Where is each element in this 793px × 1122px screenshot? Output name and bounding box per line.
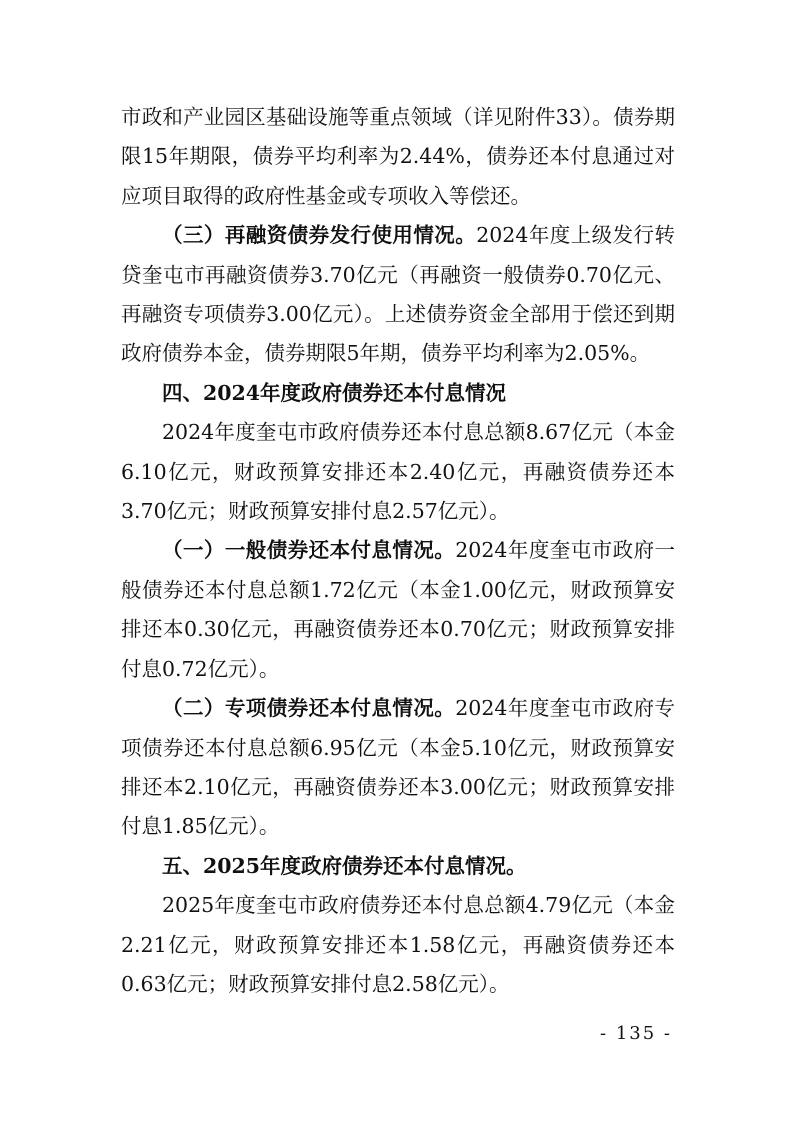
paragraph-refinancing-bonds <box>121 216 675 374</box>
paragraph-text: 2024年度奎屯市政府债券还本付息总额8.67亿元（本金6.10亿元，财政预算安排还本2.40亿元，再融资债券还本3.70亿元；财政预算安排付息2.57亿元）。 <box>121 420 675 524</box>
section-heading-2025-repayment: 五、2025年度政府债券还本付息情况。 <box>162 853 527 878</box>
paragraph-text: 2024年度奎屯市政府一般债券还本付息总额1.72亿元（本金1.00亿元，财政预算安排还本0.30亿元，再融资债券还本0.70亿元；财政预算安排付息0.72亿元）。 <box>121 538 676 681</box>
paragraph-continuation <box>121 98 675 216</box>
paragraph-text: 2025年度奎屯市政府债券还本付息总额4.79亿元（本金2.21亿元，财政预算安排还本1.58亿元，再融资债券还本0.63亿元；财政预算安排付息2.58亿元）。 <box>121 893 675 996</box>
paragraph-lead: （三）再融资债券发行使用情况。 <box>162 223 477 248</box>
paragraph-general-bonds <box>121 531 675 689</box>
paragraph-lead: （一）一般债券还本付息情况。 <box>162 538 456 563</box>
paragraph-text: 2024年度奎屯市政府专项债券还本付息总额6.95亿元（本金5.10亿元，财政预算安排还本2.10亿元，再融资债券还本3.00亿元；财政预算安排付息1.85亿元）。 <box>121 696 676 839</box>
paragraph-lead: （二）专项债券还本付息情况。 <box>162 696 456 721</box>
paragraph-text: 2024年度上级发行转贷奎屯市再融资债券3.70亿元（再融资一般债券0.70亿元、再融资专项债券3.00亿元）。上述债券资金全部用于偿还到期政府债券本金，债券期限5年期，债券平均利率为2.05%。 <box>121 223 676 366</box>
page-number: - 135 - <box>600 1023 672 1044</box>
paragraph-text: 市政和产业园区基础设施等重点领域（详见附件33）。债券期限15年期限，债券平均利率为2.44%，债券还本付息通过对应项目取得的政府性基金或专项收入等偿还。 <box>121 105 675 208</box>
document-body <box>121 98 675 1004</box>
paragraph-2024-summary <box>121 413 675 531</box>
paragraph-special-bonds <box>121 689 675 847</box>
paragraph-2025-summary <box>121 886 675 1004</box>
section-heading-2024-repayment: 四、2024年度政府债券还本付息情况 <box>162 380 507 405</box>
